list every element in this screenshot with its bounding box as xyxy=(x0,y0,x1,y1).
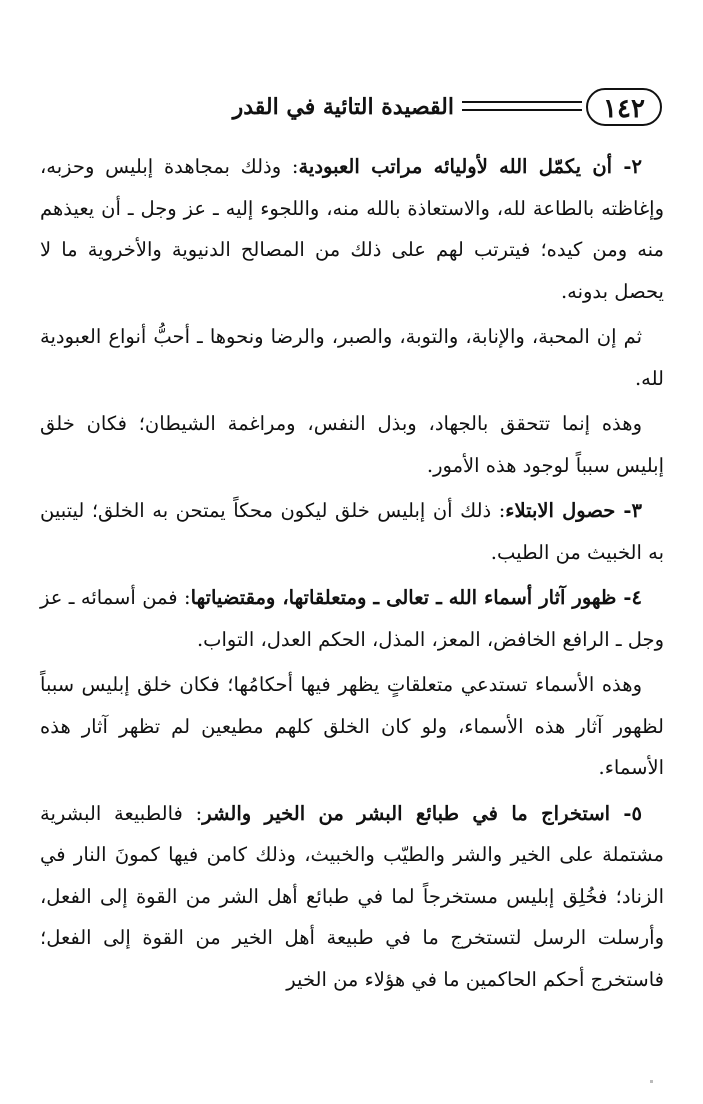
body-text xyxy=(40,146,664,1000)
jihad-text: وهذه إنما تتحقق بالجهاد، وبذل النفس، ومراغمة الشيطان؛ فكان خلق إبليس سبباً لوجود هذه الأمور. xyxy=(40,412,664,477)
paragraph-love-types xyxy=(40,316,664,399)
love-types-text: ثم إن المحبة، والإنابة، والتوبة، والصبر، والرضا ونحوها ـ أحبُّ أنواع العبودية لله. xyxy=(40,325,664,390)
point-4-heading: ٤- ظهور آثار أسماء الله ـ تعالى ـ ومتعلقاتها، ومقتضياتها xyxy=(190,586,642,609)
point-3-text: : ذلك أن إبليس خلق ليكون محكاً يمتحن به الخلق؛ ليتبين به الخبيث من الطيب. xyxy=(40,499,664,564)
point-3-heading: ٣- حصول الابتلاء xyxy=(505,499,642,522)
point-2-heading: ٢- أن يكمّل الله لأوليائه مراتب العبودية xyxy=(298,155,642,178)
point-5-heading: ٥- استخراج ما في طبائع البشر من الخير والشر xyxy=(202,801,643,825)
paragraph-names-effects xyxy=(40,664,664,789)
scan-speck xyxy=(650,1080,653,1083)
paragraph-jihad xyxy=(40,403,664,486)
paragraph-point-5 xyxy=(40,793,664,1001)
paragraph-point-4 xyxy=(40,577,664,660)
header-double-rule xyxy=(462,101,582,111)
point-5-text: : فالطبيعة البشرية مشتملة على الخير والشر والطيّب والخبيث، وذلك كامن فيها كمونَ النار في الزناد؛ فخُلِق إبليس مستخرجاً لما في طبائع أهل الشر من القوة إلى الفعل، وأرسلت الرسل لتستخرج ما في طبيعة أهل الخير من القوة إلى الفعل؛ فاستخرج أحكم الحاكمين ما في هؤلاء من الخير xyxy=(40,801,664,991)
paragraph-point-2 xyxy=(40,146,664,312)
running-header-title: القصيدة التائية في القدر xyxy=(232,94,454,120)
page-number: ١٤٢ xyxy=(586,88,662,126)
point-2-text: : وذلك بمجاهدة إبليس وحزبه، وإغاظته بالطاعة لله، والاستعاذة بالله منه، واللجوء إليه ـ عز وجل ـ أن يعيذهم منه ومن كيده؛ فيترتب لهم على ذلك من المصالح الدنيوية والأخروية ما لا يحصل بدونه. xyxy=(40,155,664,303)
point-4-text: : فمن أسمائه ـ عز وجل ـ الرافع الخافض، المعز، المذل، الحكم العدل، التواب. xyxy=(40,586,664,651)
names-effects-text: وهذه الأسماء تستدعي متعلقاتٍ يظهر فيها أحكامُها؛ فكان خلق إبليس سبباً لظهور آثار هذه الأسماء، ولو كان الخلق كلهم مطيعين لم تظهر آثار هذه الأسماء. xyxy=(40,673,664,779)
running-header xyxy=(48,88,662,130)
paragraph-point-3 xyxy=(40,490,664,573)
